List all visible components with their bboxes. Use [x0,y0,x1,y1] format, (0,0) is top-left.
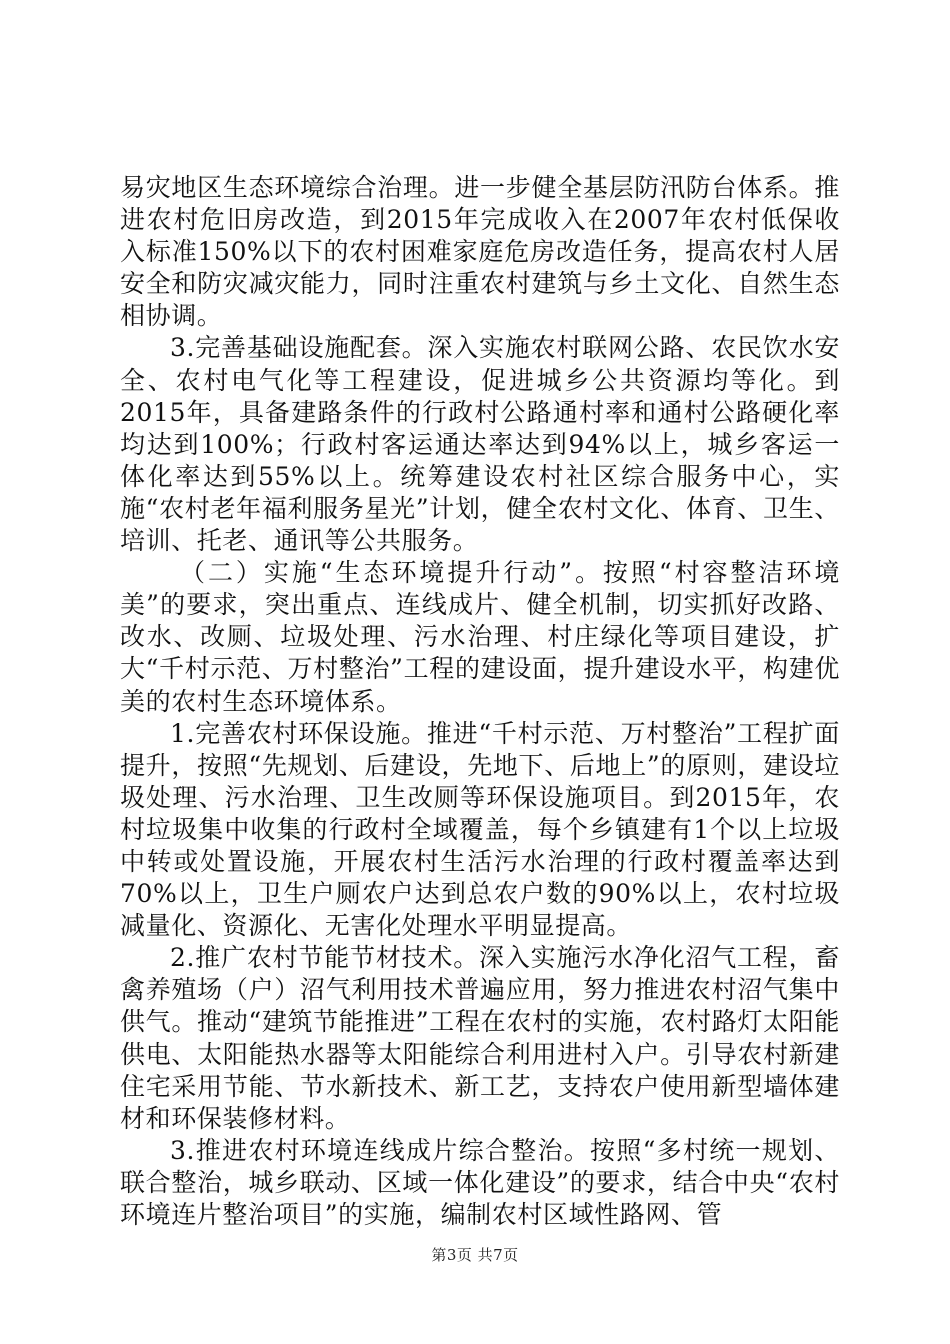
paragraph-environmental-facilities: 1.完善农村环保设施。推进“千村示范、万村整治”工程扩面提升，按照“先规划、后建设，先地下、后地上”的原则，建设垃圾处理、污水治理、卫生改厕等环保设施项目。到2015年，农村垃圾集中收集的行政村全域覆盖，每个乡镇建有1个以上垃圾中转或处置设施，开展农村生活污水治理的行政村覆盖率达到70%以上，卫生户厕农户达到总农户数的90%以上，农村垃圾减量化、资源化、无害化处理水平明显提高。 [120,718,840,941]
document-body [120,172,840,1231]
paragraph-infrastructure: 3.完善基础设施配套。深入实施农村联网公路、农民饮水安全、农村电气化等工程建设，促进城乡公共资源均等化。到2015年，具备建路条件的行政村公路通村率和通村公路硬化率均达到100%；行政村客运通达率达到94%以上，城乡客运一体化率达到55%以上。统筹建设农村社区综合服务中心，实施“农村老年福利服务星光”计划，健全农村文化、体育、卫生、培训、托老、通讯等公共服务。 [120,333,840,556]
paragraph-energy-saving: 2.推广农村节能节材技术。深入实施污水净化沼气工程，畜禽养殖场（户）沼气利用技术普遍应用，努力推进农村沼气集中供气。推动“建筑节能推进”工程在农村的实施，农村路灯太阳能供电、太阳能热水器等太阳能综合利用进村入户。引导农村新建住宅采用节能、节水新技术、新工艺，支持农户使用新型墙体建材和环保装修材料。 [120,943,840,1133]
page-footer: 第3页 共7页 [431,1246,519,1264]
paragraph-eco-action: （二）实施“生态环境提升行动”。按照“村容整洁环境美”的要求，突出重点、连线成片、健全机制，切实抓好改路、改水、改厕、垃圾处理、污水治理、村庄绿化等项目建设，扩大“千村示范、万村整治”工程的建设面，提升建设水平，构建优美的农村生态环境体系。 [120,558,840,716]
paragraph-comprehensive-renovation: 3.推进农村环境连线成片综合整治。按照“多村统一规划、联合整治，城乡联动、区域一体化建设”的要求，结合中央“农村环境连片整治项目”的实施，编制农村区域性路网、管 [120,1135,840,1229]
paragraph-disaster-governance: 易灾地区生态环境综合治理。进一步健全基层防汛防台体系。推进农村危旧房改造，到2015年完成收入在2007年农村低保收入标准150%以下的农村困难家庭危房改造任务，提高农村人居安全和防灾减灾能力，同时注重农村建筑与乡土文化、自然生态相协调。 [120,173,840,331]
